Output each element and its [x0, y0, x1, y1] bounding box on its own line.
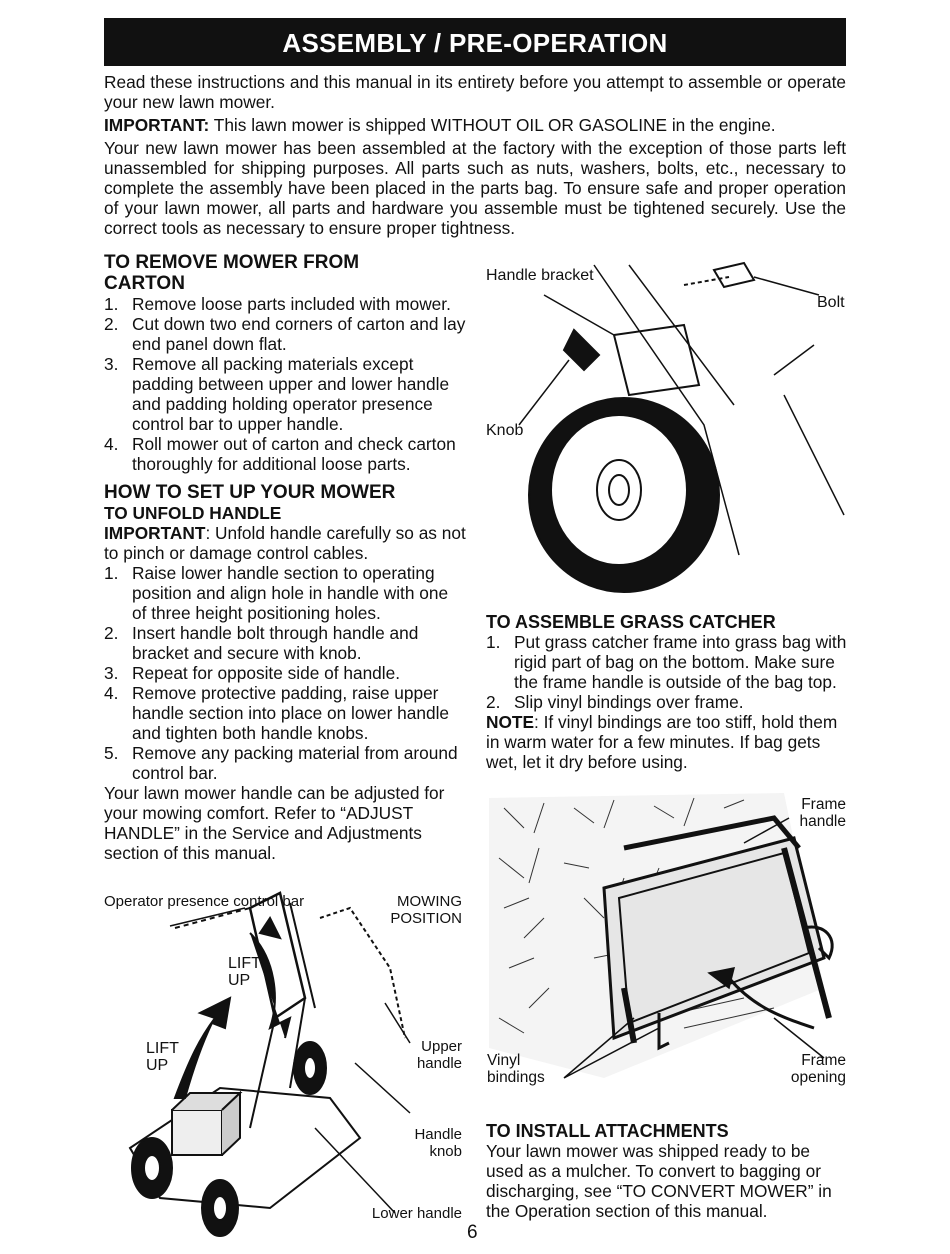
- step-text: Remove loose parts included with mower.: [132, 294, 451, 314]
- remove-steps: [104, 294, 466, 474]
- list-item: [104, 623, 466, 663]
- step-text: Insert handle bolt through handle and bracket and secure with knob.: [132, 623, 419, 663]
- step-text: Remove all packing materials except padding between upper and lower handle and padding holding operator presence control bar to upper handle.: [132, 354, 450, 434]
- wheel-bracket-illustration: [484, 255, 849, 600]
- bolt-label: Bolt: [817, 294, 845, 311]
- list-item: [104, 434, 466, 474]
- step-text: Slip vinyl bindings over frame.: [514, 692, 744, 712]
- step-number: 1.: [104, 563, 119, 583]
- list-item: [104, 663, 466, 683]
- handle-knob-label: Handle knob: [414, 1126, 462, 1160]
- assembly-paragraph: Your new lawn mower has been assembled at the factory with the exception of those parts left unassembled for shipping purposes. All parts such as nuts, washers, bolts, etc., necessary to complete the assembly have been placed in the parts bag. To ensure safe and proper operation of your lawn mower, all parts and hardware you assemble must be tightened securely. Use the correct tools as necessary to ensure proper tightness.: [104, 138, 846, 238]
- left-column: [104, 252, 466, 863]
- operator-label: Operator presence control bar: [104, 893, 305, 910]
- grass-catcher-illustration: [484, 788, 849, 1093]
- step-text: Remove protective padding, raise upper handle section into place on lower handle and tighten both handle knobs.: [132, 683, 450, 743]
- catcher-section: [486, 612, 848, 772]
- step-text: Cut down two end corners of carton and lay end panel down flat.: [132, 314, 466, 354]
- step-text: Put grass catcher frame into grass bag with rigid part of bag on the bottom. Make sure the frame handle is outside of the bag top.: [514, 632, 847, 692]
- handle-bracket-label: Handle bracket: [486, 267, 594, 284]
- step-number: 4.: [104, 434, 119, 454]
- list-item: [486, 632, 848, 692]
- unfold-subheading: TO UNFOLD HANDLE: [104, 503, 282, 523]
- step-number: 5.: [104, 743, 119, 763]
- page-number: 6: [467, 1222, 478, 1243]
- step-number: 1.: [104, 294, 119, 314]
- attachments-heading: TO INSTALL ATTACHMENTS: [486, 1121, 729, 1141]
- catcher-steps: [486, 632, 848, 712]
- adjust-paragraph: Your lawn mower handle can be adjusted for your mowing comfort. Refer to “ADJUST HANDLE” in the Service and Adjustments section of this manual.: [104, 783, 445, 863]
- important-label: IMPORTANT:: [104, 115, 210, 135]
- lower-handle-label: Lower handle: [371, 1205, 462, 1222]
- list-item: [104, 294, 466, 314]
- lift-up-label: LIFT UP: [146, 1040, 179, 1074]
- mowing-position-label: MOWING POSITION: [390, 893, 462, 927]
- unfold-important: [104, 523, 466, 563]
- section-banner: ASSEMBLY / PRE-OPERATION: [104, 18, 846, 66]
- step-number: 3.: [104, 354, 119, 374]
- step-text: Remove any packing material from around control bar.: [132, 743, 458, 783]
- important-text: : Unfold handle carefully so as not to pinch or damage control cables.: [104, 523, 466, 563]
- important-text: This lawn mower is shipped WITHOUT OIL OR GASOLINE in the engine.: [209, 115, 776, 135]
- list-item: [104, 683, 466, 743]
- note-paragraph: [486, 712, 848, 772]
- remove-heading-line1: TO REMOVE MOWER FROM: [104, 252, 360, 273]
- unfold-steps: [104, 563, 466, 783]
- list-item: [104, 743, 466, 783]
- vinyl-bindings-label: Vinyl bindings: [487, 1052, 545, 1086]
- step-number: 3.: [104, 663, 119, 683]
- remove-heading-line2: CARTON: [104, 273, 185, 294]
- note-label: NOTE: [486, 712, 535, 732]
- attachments-section: [486, 1121, 848, 1221]
- step-text: Repeat for opposite side of handle.: [132, 663, 401, 683]
- list-item: [104, 354, 466, 434]
- step-number: 4.: [104, 683, 119, 703]
- lift-up-label: LIFT UP: [228, 955, 261, 989]
- intro-section: [104, 72, 846, 241]
- step-text: Roll mower out of carton and check carton thoroughly for additional loose parts.: [132, 434, 456, 474]
- step-text: Raise lower handle section to operating position and align hole in handle with one of three height positioning holes.: [132, 563, 449, 623]
- step-number: 1.: [486, 632, 501, 652]
- step-number: 2.: [104, 314, 119, 334]
- attachments-text: Your lawn mower was shipped ready to be used as a mulcher. To convert to bagging or discharging, see “TO CONVERT MOWER” in the Operation section of this manual.: [486, 1141, 832, 1221]
- setup-heading: HOW TO SET UP YOUR MOWER: [104, 482, 396, 503]
- important-paragraph: [104, 115, 846, 135]
- upper-handle-label: Upper handle: [416, 1038, 462, 1072]
- frame-handle-label: Frame handle: [799, 796, 846, 830]
- important-label: IMPORTANT: [104, 523, 206, 543]
- list-item: [104, 563, 466, 623]
- catcher-heading: TO ASSEMBLE GRASS CATCHER: [486, 612, 776, 632]
- intro-paragraph: Read these instructions and this manual in its entirety before you attempt to assemble or operate your new lawn mower.: [104, 72, 846, 112]
- step-number: 2.: [104, 623, 119, 643]
- knob-label: Knob: [486, 422, 524, 439]
- list-item: [486, 692, 848, 712]
- step-number: 2.: [486, 692, 501, 712]
- note-text: : If vinyl bindings are too stiff, hold them in warm water for a few minutes. If bag gets wet, let it dry before using.: [486, 712, 838, 772]
- list-item: [104, 314, 466, 354]
- frame-opening-label: Frame opening: [790, 1052, 846, 1086]
